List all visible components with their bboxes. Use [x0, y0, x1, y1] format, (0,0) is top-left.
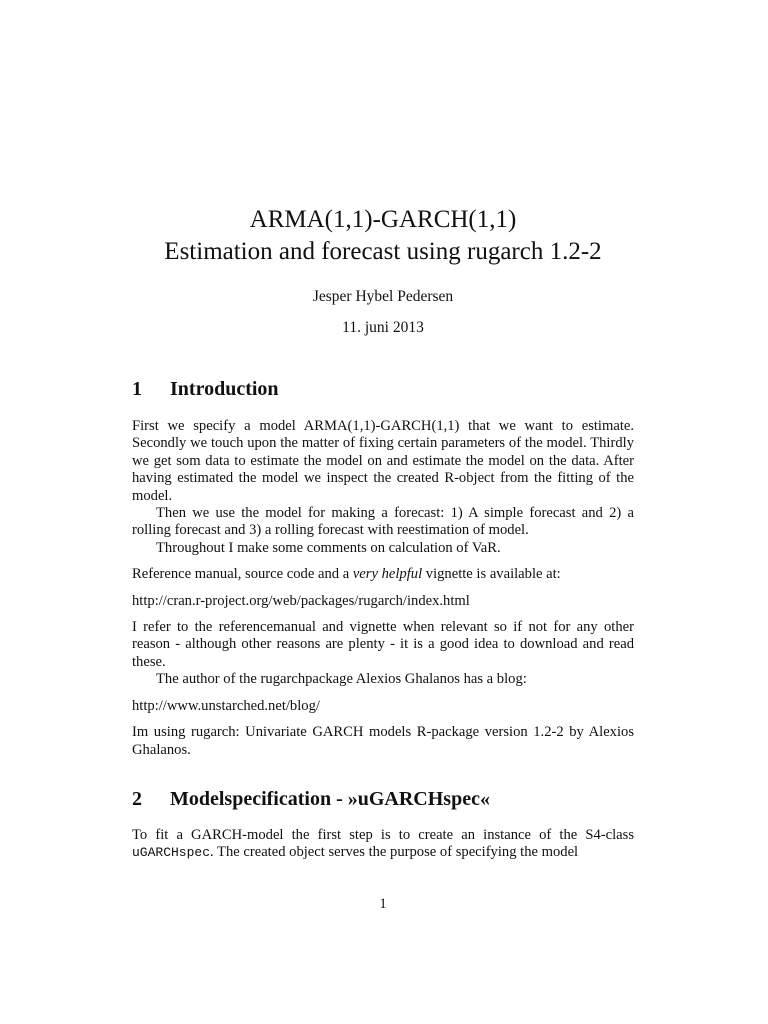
- document-page: [132, 0, 634, 1024]
- paragraph: I refer to the referencemanual and vignette when relevant so if not for any other reason - although other reasons are plenty - it is a good idea to download and read these.: [132, 619, 634, 670]
- text-run: . The created object serves the purpose of specifying the model: [210, 844, 579, 861]
- url-cran: http://cran.r-project.org/web/packages/rugarch/index.html: [132, 592, 470, 609]
- section-heading-modelspecification: [132, 788, 490, 811]
- code-ugarchspec: uGARCHspec: [132, 845, 211, 861]
- paragraph: Throughout I make some comments on calculation of VaR.: [156, 539, 501, 556]
- paragraph: [132, 566, 634, 583]
- url-blog: http://www.unstarched.net/blog/: [132, 697, 320, 714]
- paragraph: Im using rugarch: Univariate GARCH models R-package version 1.2-2 by Alexios Ghalanos.: [132, 724, 634, 758]
- section-title: Modelspecification - »uGARCHspec«: [170, 788, 490, 810]
- paragraph: First we specify a model ARMA(1,1)-GARCH(1,1) that we want to estimate. Secondly we touch upon the matter of fixing certain parameters of the model. Thirdly we get som data to estimate the model on and estimate the model on the data. After having estimated the model we inspect the created R-object from the fitting of the model.: [132, 418, 634, 504]
- title-block: [132, 204, 634, 268]
- introduction-body: [132, 418, 634, 759]
- text-run: To fit a GARCH-model the first step is to create an instance of the S4-class: [132, 827, 634, 843]
- date: 11. juni 2013: [342, 319, 424, 336]
- paragraph: [132, 827, 634, 862]
- paragraph: Then we use the model for making a forecast: 1) A simple forecast and 2) a rolling forecast and 3) a rolling forecast with reestimation of model.: [132, 505, 634, 539]
- modelspec-body: [132, 827, 634, 862]
- paragraph: The author of the rugarchpackage Alexios Ghalanos has a blog:: [156, 671, 527, 688]
- title-line-2: Estimation and forecast using rugarch 1.2-2: [164, 238, 602, 265]
- title-line-1: ARMA(1,1)-GARCH(1,1): [249, 206, 517, 233]
- section-number: 2: [132, 788, 142, 810]
- section-number: 1: [132, 378, 142, 400]
- page-number: 1: [379, 896, 387, 912]
- section-heading-introduction: [132, 378, 279, 401]
- text-run: vignette is available at:: [422, 566, 561, 583]
- section-title: Introduction: [170, 378, 279, 400]
- text-run: Reference manual, source code and a: [132, 566, 353, 583]
- emphasis: very helpful: [352, 566, 423, 583]
- author: Jesper Hybel Pedersen: [312, 288, 454, 305]
